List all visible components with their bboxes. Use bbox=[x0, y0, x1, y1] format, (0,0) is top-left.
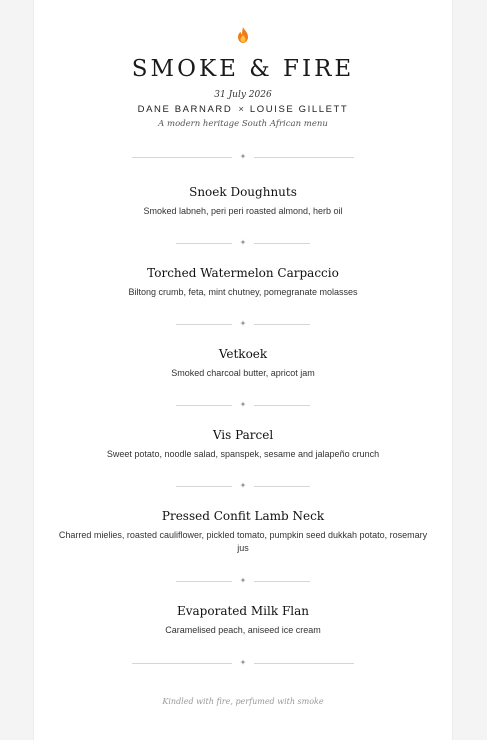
course-name: Pressed Confit Lamb Neck bbox=[161, 509, 325, 523]
course-description: Caramelised peach, aniseed ice cream bbox=[165, 625, 321, 635]
course-item bbox=[54, 603, 432, 637]
divider-line bbox=[254, 324, 310, 325]
divider-line bbox=[254, 405, 310, 406]
chef-name: DANE BARNARD bbox=[137, 104, 233, 115]
menu-footer: Kindled with fire, perfumed with smoke bbox=[162, 697, 324, 706]
course-item bbox=[54, 184, 432, 218]
section-divider bbox=[34, 658, 452, 668]
course-name: Vetkoek bbox=[218, 347, 268, 361]
divider-line bbox=[254, 243, 310, 244]
divider-line bbox=[176, 581, 232, 582]
section-divider bbox=[34, 152, 452, 162]
star-icon: ✦ bbox=[239, 238, 247, 247]
star-icon: ✦ bbox=[239, 576, 247, 585]
divider-line bbox=[132, 157, 232, 158]
course-item bbox=[54, 265, 432, 299]
divider-line bbox=[176, 324, 232, 325]
divider-line bbox=[176, 243, 232, 244]
course-divider bbox=[34, 576, 452, 586]
divider-line bbox=[254, 157, 354, 158]
divider-line bbox=[254, 486, 310, 487]
course-description: Smoked charcoal butter, apricot jam bbox=[171, 368, 315, 378]
divider-line bbox=[254, 581, 310, 582]
menu-card bbox=[33, 0, 453, 740]
star-icon: ✦ bbox=[239, 400, 247, 409]
divider-line bbox=[176, 405, 232, 406]
course-item bbox=[54, 508, 432, 555]
course-name: Evaporated Milk Flan bbox=[176, 604, 309, 618]
menu-tagline: A modern heritage South African menu bbox=[158, 119, 328, 129]
course-name: Snoek Doughnuts bbox=[189, 185, 297, 199]
course-divider bbox=[34, 238, 452, 248]
star-icon: ✦ bbox=[239, 658, 247, 667]
menu-title: SMOKE & FIRE bbox=[131, 56, 355, 82]
chef-names bbox=[34, 104, 452, 115]
event-date: 31 July 2026 bbox=[214, 90, 272, 100]
course-item bbox=[54, 427, 432, 461]
divider-line bbox=[132, 663, 232, 664]
course-description: Sweet potato, noodle salad, spanspek, sesame and jalapeño crunch bbox=[106, 449, 380, 459]
course-description: Charred mielies, roasted cauliflower, pickled tomato, pumpkin seed dukkah potato, rosemary jus bbox=[58, 530, 428, 553]
chef-separator: × bbox=[238, 104, 244, 115]
course-name: Torched Watermelon Carpaccio bbox=[147, 266, 339, 280]
star-icon: ✦ bbox=[239, 319, 247, 328]
star-icon: ✦ bbox=[239, 481, 247, 490]
star-icon: ✦ bbox=[239, 152, 247, 161]
course-description: Smoked labneh, peri peri roasted almond, herb oil bbox=[143, 206, 343, 216]
course-divider bbox=[34, 481, 452, 491]
flame-icon bbox=[34, 27, 452, 48]
divider-line bbox=[176, 486, 232, 487]
course-item bbox=[54, 346, 432, 380]
course-name: Vis Parcel bbox=[212, 428, 274, 442]
course-divider bbox=[34, 319, 452, 329]
course-description: Biltong crumb, feta, mint chutney, pomegranate molasses bbox=[128, 287, 358, 297]
chef-name: LOUISE GILLETT bbox=[249, 104, 349, 115]
course-divider bbox=[34, 400, 452, 410]
divider-line bbox=[254, 663, 354, 664]
